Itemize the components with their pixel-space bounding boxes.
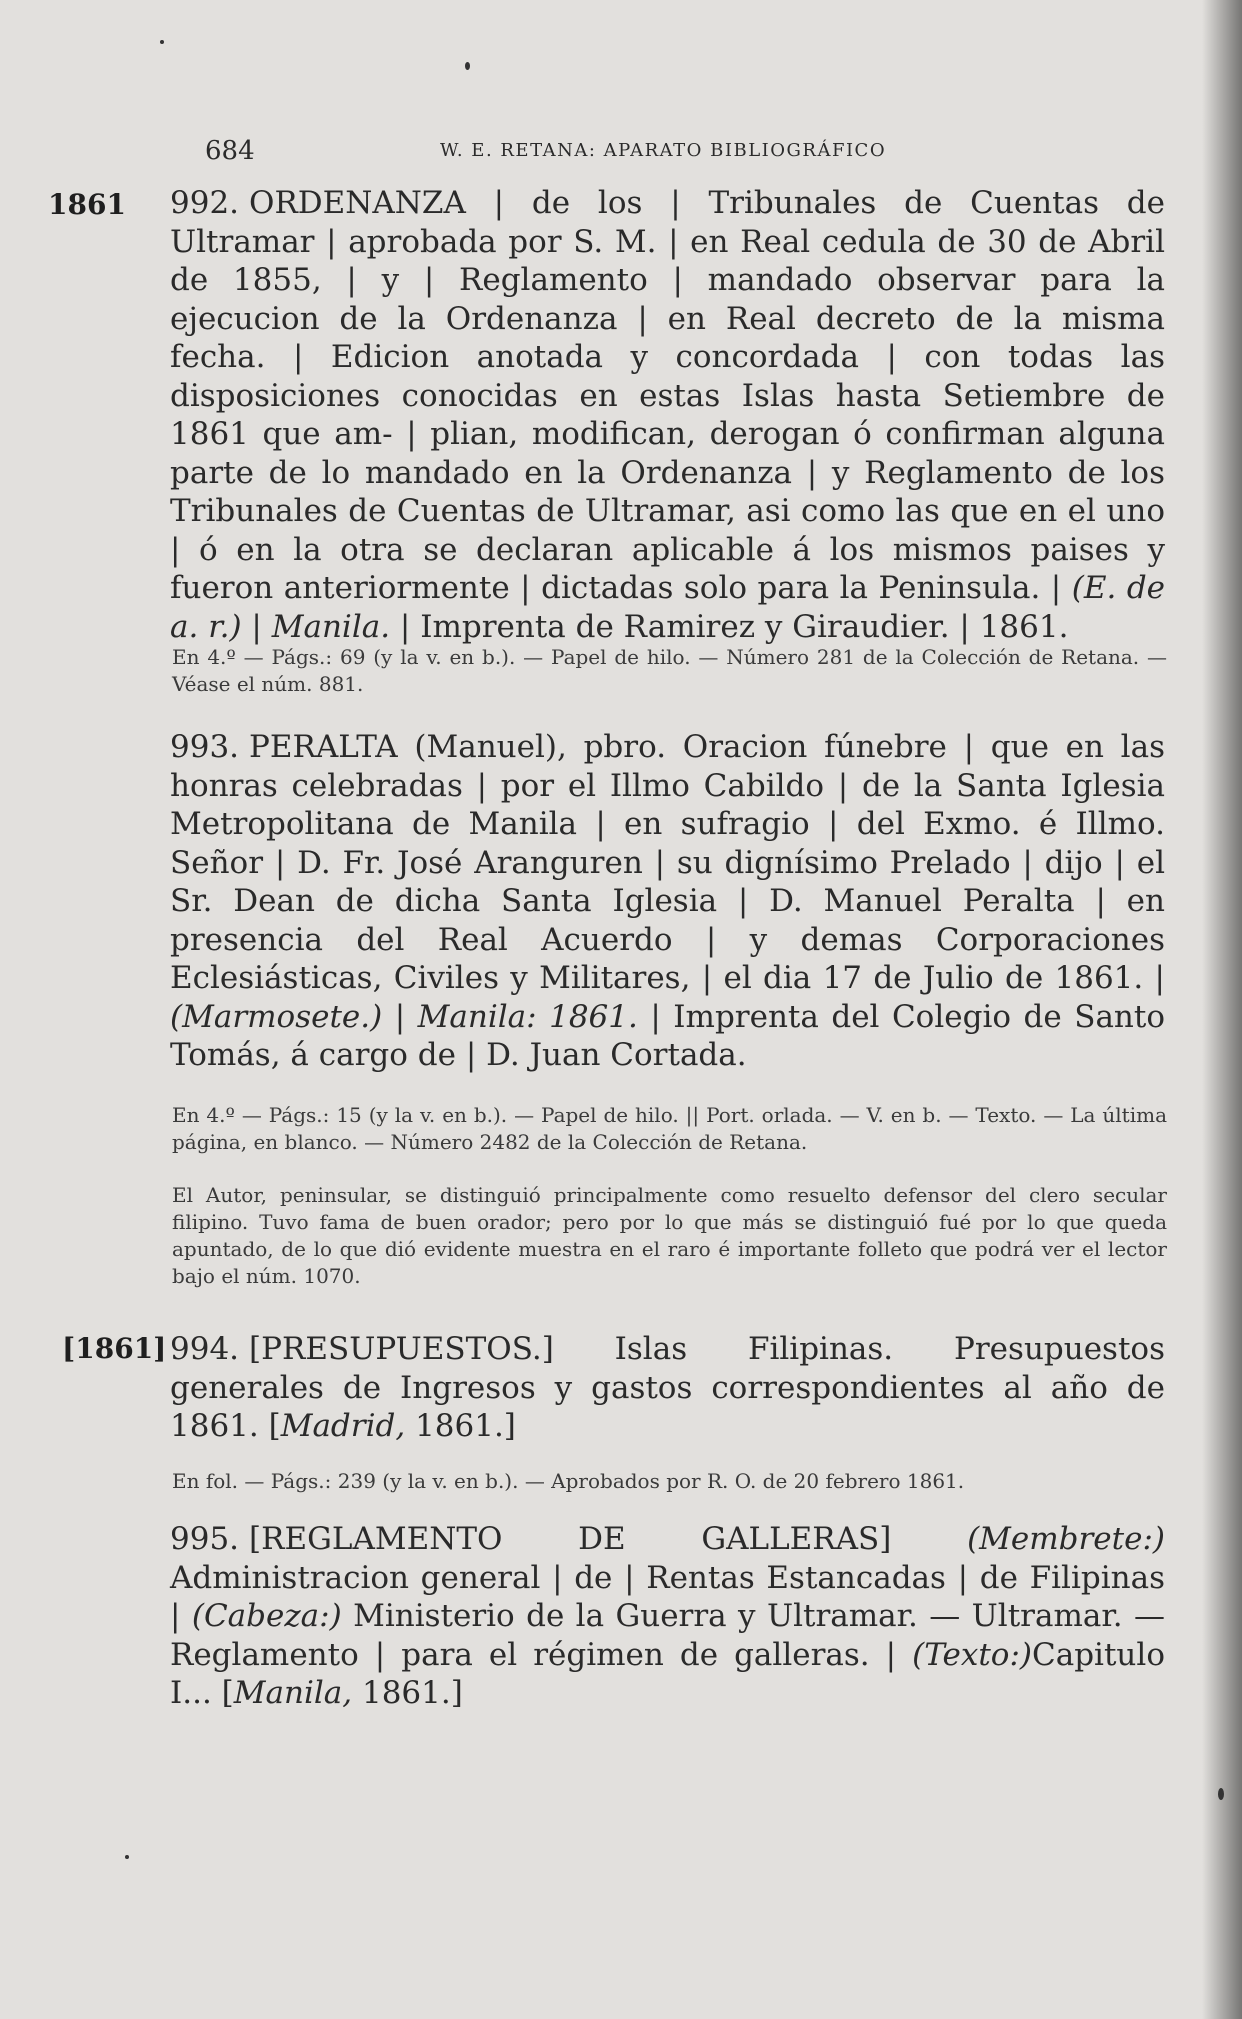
entry-994: [170, 1330, 1165, 1446]
entry-italic: Manila.: [271, 608, 391, 645]
entry-text: [REGLAMENTO DE GALLERAS]: [249, 1521, 892, 1557]
entry-italic: Manila: 1861.: [417, 998, 638, 1035]
scan-speck: [125, 1855, 129, 1859]
entry-993: [170, 728, 1165, 1075]
entry-sep: [405, 1408, 415, 1444]
entry-text: [PRESUPUESTOS.] Islas Filipinas. Presupuestos generales de Ingresos y gastos correspondientes al año de 1861. [: [170, 1331, 1165, 1444]
entry-tail: | Imprenta de Ramirez y Giraudier. | 1861.: [390, 608, 1069, 645]
entry-italic: (Membrete:): [967, 1521, 1165, 1557]
entry-sep: |: [241, 608, 272, 645]
entry-text: ORDENANZA | de los | Tribunales de Cuentas de Ultramar | aprobada por S. M. | en Real cedula de 30 de Abril de 1855, | y | Reglamento | mandado observar para la ejecucion de la Ordenanza | en Real decreto de la misma fecha. | Edicion anotada y concordada | con todas las disposiciones conocidas en estas Islas hasta Setiembre de 1861 que am- | plian, modifican, derogan ó confirman alguna parte de lo mandado en la Ordenanza | y Reglamento de los Tribunales de Cuentas de Ultramar, asi como las que en el uno | ó en la otra se declaran aplicable á los mismos paises y fueron anteriormente | dictadas solo para la Peninsula. |: [170, 185, 1165, 606]
entry-number: 995.: [170, 1521, 240, 1557]
entry-995: [170, 1520, 1165, 1713]
scan-speck: [465, 62, 470, 70]
entry-note: En 4.º — Págs.: 15 (y la v. en b.). — Papel de hilo. || Port. orlada. — V. en b. — Texto. — La última página, en blanco. — Número 2482 de la Colección de Retana.: [172, 1103, 1167, 1154]
page-edge-shadow: [1202, 0, 1242, 2019]
entry-sep: Administracion general | de | Rentas Estancadas | de Filipinas |: [170, 1559, 1165, 1634]
entry-year: [1861]: [62, 1332, 167, 1365]
running-title: W. E. RETANA: APARATO BIBLIOGRÁFICO: [440, 140, 887, 161]
entry-text: PERALTA (Manuel), pbro. Oracion fúnebre | que en las honras celebradas | por el Illmo Cabildo | de la Santa Iglesia Metropolitana de Manila | en sufragio | del Exmo. é Illmo. Señor | D. Fr. José Aranguren | su dignísimo Prelado | dijo | el Sr. Dean de dicha Santa Iglesia | D. Manuel Peralta | en presencia del Real Acuerdo | y demas Corporaciones Eclesiásticas, Civiles y Militares, | el dia 17 de Julio de 1861. |: [170, 729, 1165, 996]
entry-tail: | Imprenta del Colegio de Santo Tomás, á cargo de | D. Juan Cortada.: [170, 998, 1166, 1073]
entry-number: 992.: [170, 185, 240, 221]
entry-note: En 4.º — Págs.: 69 (y la v. en b.). — Papel de hilo. — Número 281 de la Colección de Retana. — Véase el núm. 881.: [172, 645, 1167, 696]
entry-italic: (Texto:): [912, 1636, 1033, 1673]
entry-italic: Manila,: [233, 1675, 353, 1711]
entry-tail: 1861.]: [415, 1408, 516, 1444]
entry-sep: |: [382, 998, 418, 1035]
entry-tail: 1861.]: [352, 1675, 463, 1711]
entry-italic: (E. de a. r.): [170, 570, 1166, 645]
entry-number: 994.: [170, 1331, 240, 1367]
scan-speck: [160, 40, 164, 44]
entry-year: 1861: [48, 188, 126, 221]
page-number: 684: [205, 136, 255, 166]
entry-italic: (Cabeza:): [191, 1598, 342, 1634]
entry-note: El Autor, peninsular, se distinguió principalmente como resuelto defensor del clero secular filipino. Tuvo fama de buen orador; pero por lo que más se distinguió fué por lo que queda apuntado, de lo que dió evidente muestra en el raro é importante folleto que podrá ver el lector bajo el núm. 1070.: [172, 1183, 1167, 1288]
entry-tail: Ministerio de la Guerra y Ultramar. — Ultramar. — Reglamento | para el régimen de galleras. |: [170, 1598, 1165, 1673]
entry-992: [170, 184, 1165, 646]
entry-italic: (Marmosete.): [170, 998, 383, 1035]
scan-speck: [1218, 1788, 1224, 1800]
entry-number: 993.: [170, 729, 240, 765]
entry-note: En fol. — Págs.: 239 (y la v. en b.). — Aprobados por R. O. de 20 febrero 1861.: [172, 1469, 965, 1493]
entry-italic: Madrid,: [280, 1408, 406, 1444]
entry-tail: Capitulo I... [: [170, 1636, 1165, 1711]
